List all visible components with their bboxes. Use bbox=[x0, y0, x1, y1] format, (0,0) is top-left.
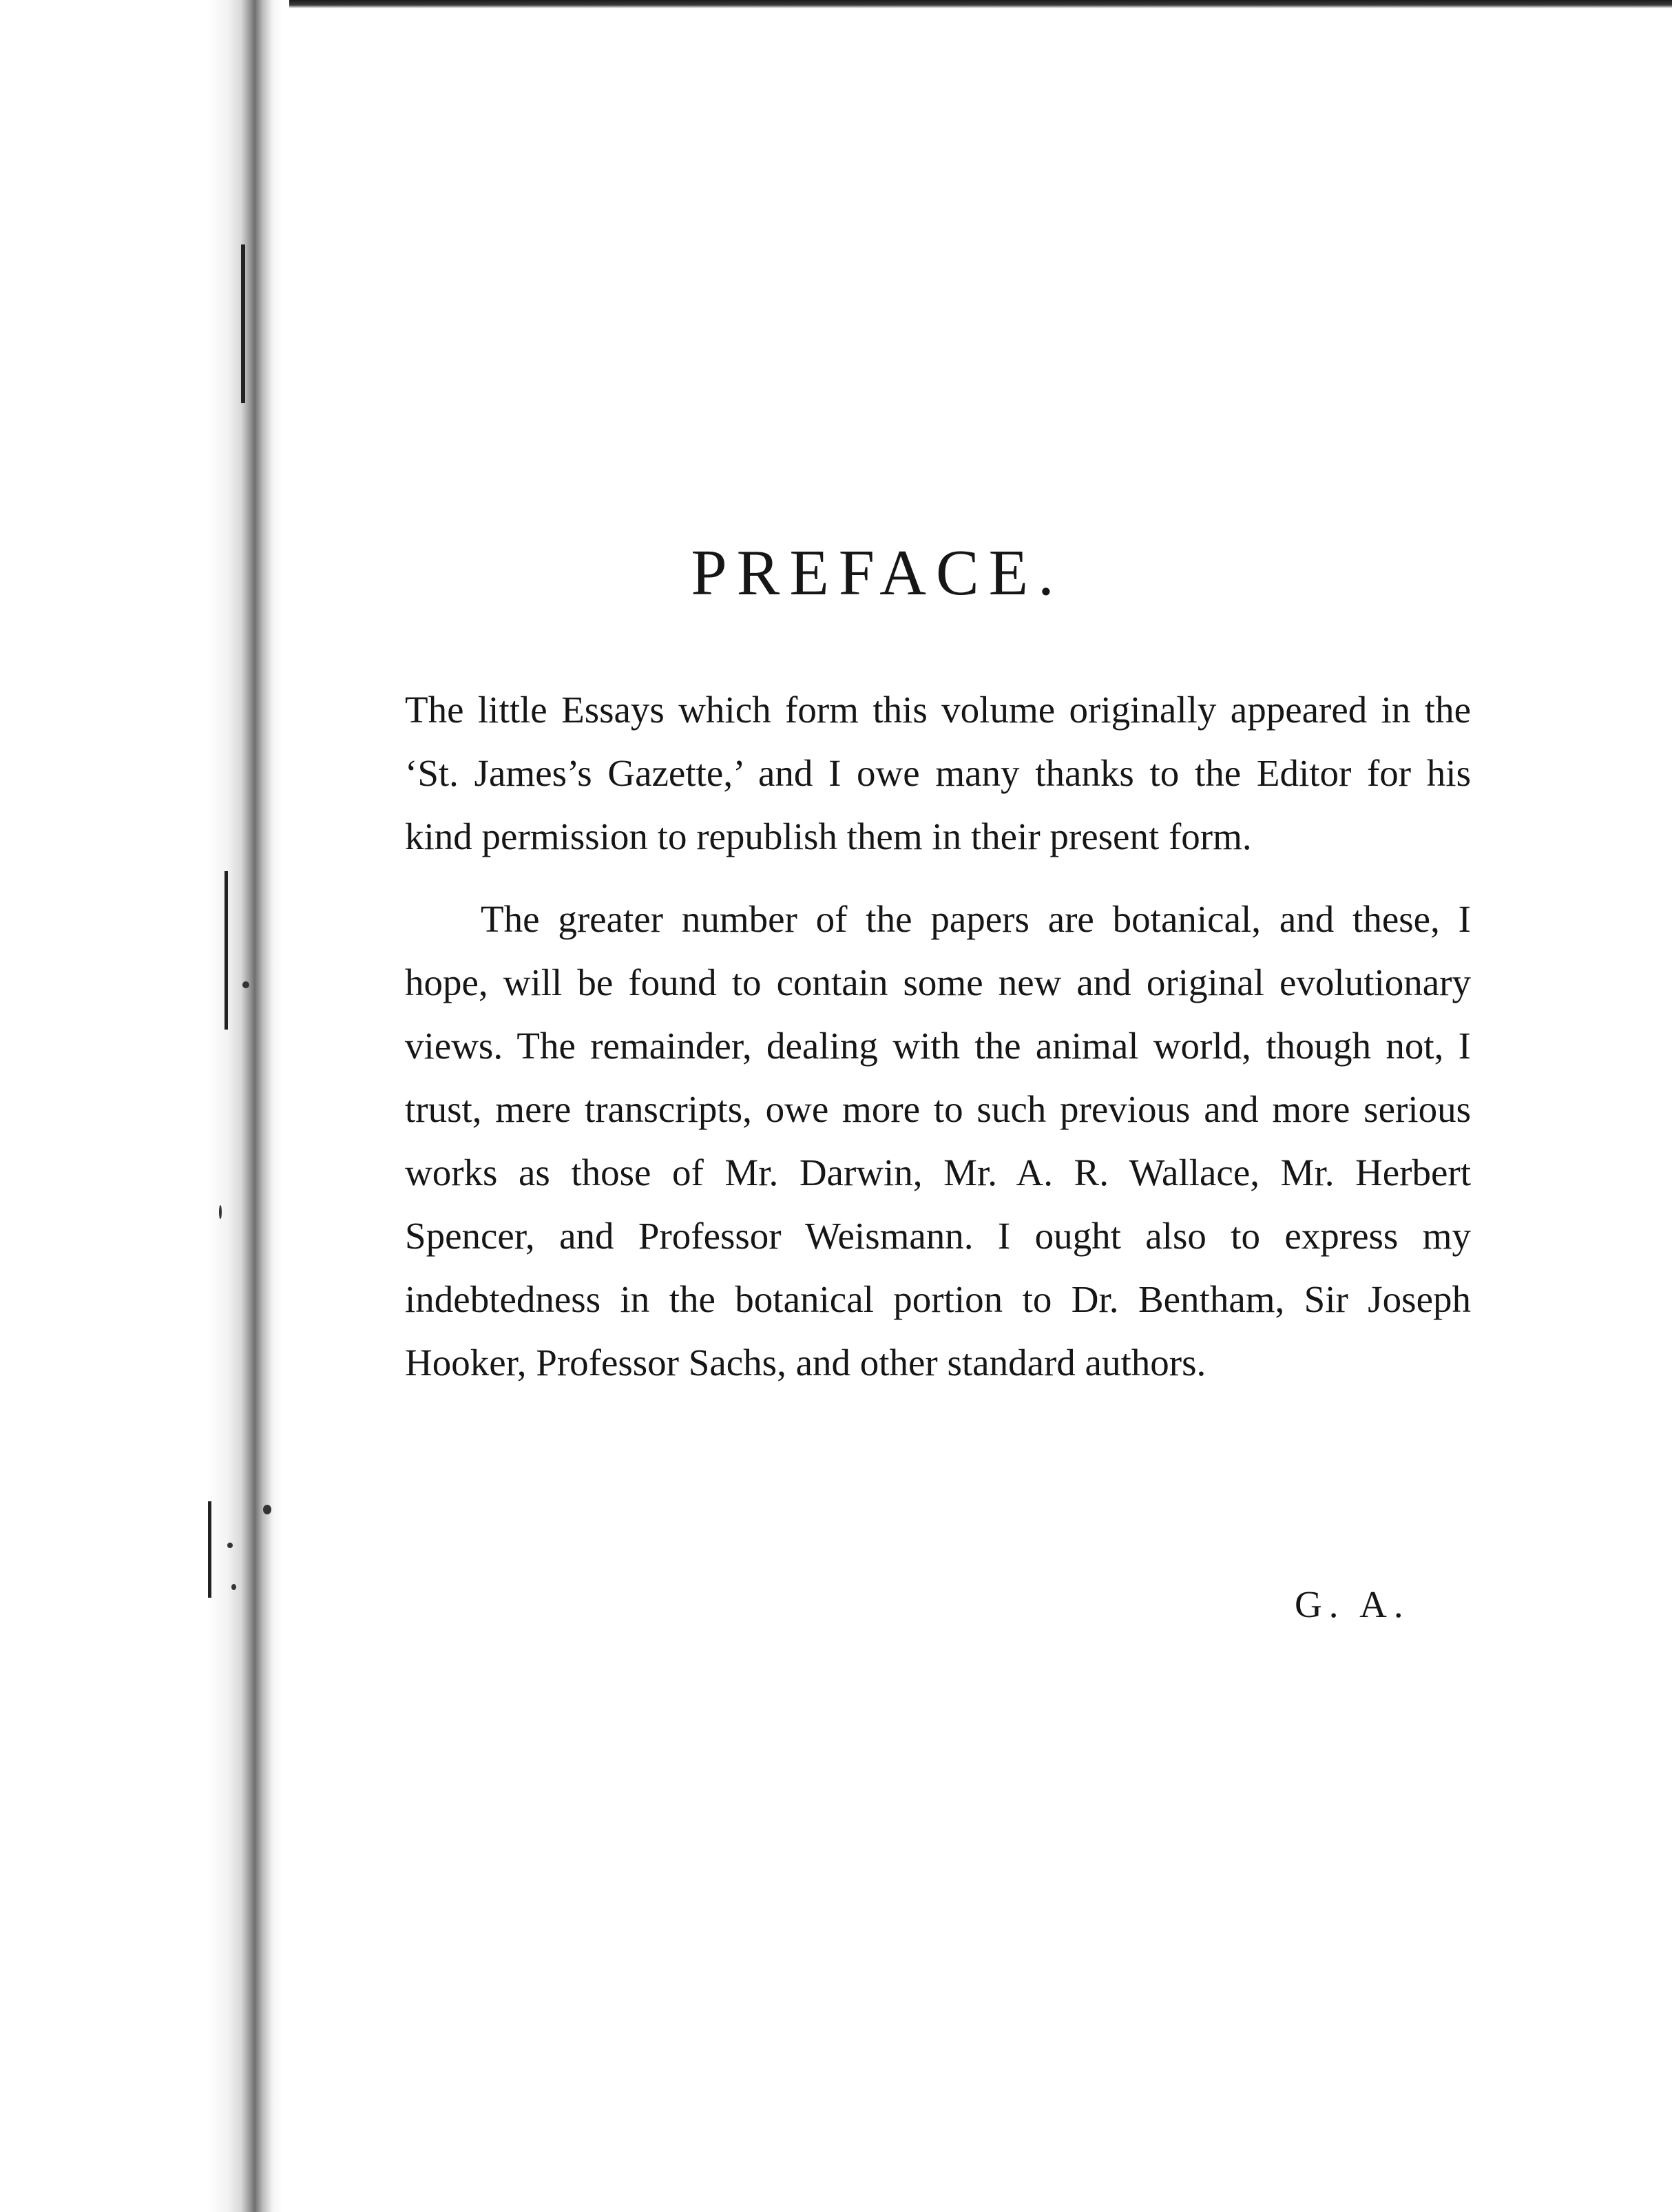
preface-body bbox=[405, 678, 1471, 1395]
spine-mark bbox=[208, 1501, 211, 1598]
paragraph: The little Essays which form this volume originally appeared in the ‘St. James’s Gazette,’ and I owe many thanks to the Editor for his kind permission to republish them in their present form. bbox=[405, 689, 1471, 857]
scan-speck bbox=[219, 1205, 222, 1219]
spine-mark bbox=[241, 244, 245, 403]
scan-speck bbox=[263, 1505, 271, 1514]
scan-speck bbox=[242, 981, 249, 988]
scan-top-edge bbox=[289, 0, 1672, 8]
author-initials: G. A. bbox=[1295, 1583, 1410, 1625]
spine-mark bbox=[224, 871, 228, 1030]
page-title: PREFACE. bbox=[691, 537, 1064, 609]
scan-speck bbox=[227, 1543, 233, 1548]
scan-speck bbox=[231, 1584, 236, 1590]
paragraph: The greater number of the papers are botanical, and these, I hope, will be found to contain some new and original evolutionary views. The remainder, dealing with the animal world, though not, I trust, mere transcripts, owe more to such previous and more serious works as those of Mr. Darwin, Mr. A. R. Wallace, Mr. Herbert Spencer, and Professor Weismann. I ought also to express my indebtedness in the botanical portion to Dr. Bentham, Sir Joseph Hooker, Professor Sachs, and other standard authors. bbox=[405, 898, 1471, 1384]
book-spine-shadow bbox=[0, 0, 289, 2212]
